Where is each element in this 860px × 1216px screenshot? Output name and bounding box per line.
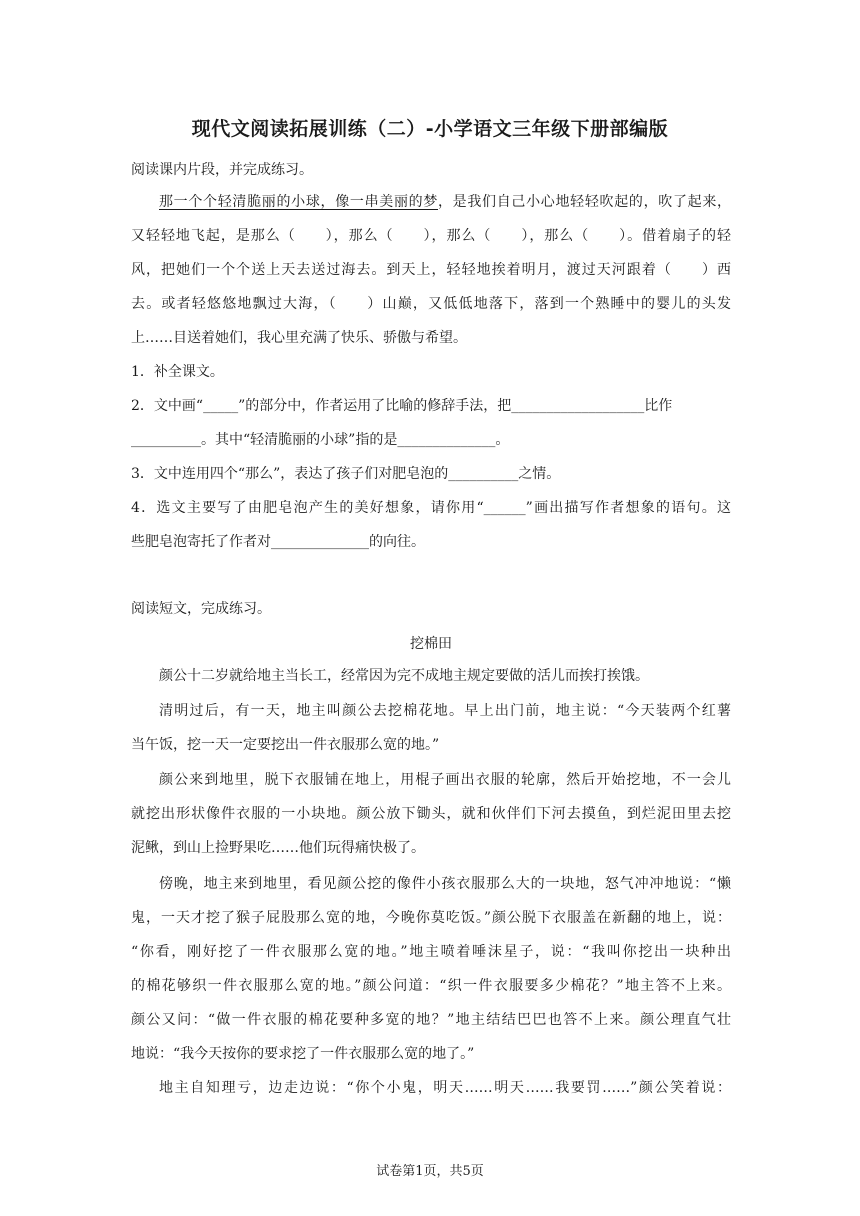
question-1: 1．补全课文。 <box>131 364 224 380</box>
page-footer: 试卷第1页，共5页 <box>376 1164 484 1179</box>
story-line: 鬼，一天才挖了猴子屁股那么宽的地，今晚你莫吃饭。”颜公脱下衣服盖在新翻的地上，说： <box>131 910 731 926</box>
story-line: 颜公来到地里，脱下衣服铺在地上，用棍子画出衣服的轮廓，然后开始挖地，不一会儿 <box>159 772 731 788</box>
underlined-phrase: 那一个个轻清脆丽的小球，像一串美丽的梦 <box>159 194 438 210</box>
passage-line-4: 去。或者轻悠悠地飘过大海，（ ）山巅，又低低地落下，落到一个熟睡中的婴儿的头发 <box>131 296 731 312</box>
question-4-line-2: 些肥皂泡寄托了作者对______________的向往。 <box>131 534 425 550</box>
story-line: 颜公又问：“做一件衣服的棉花要种多宽的地？”地主结结巴巴也答不上来。颜公理直气壮 <box>131 1012 731 1028</box>
passage-line-2: 又轻轻地飞起，是那么（ ），那么（ ），那么（ ），那么（ ）。借着扇子的轻 <box>131 228 731 244</box>
passage-line-5: 上……目送着她们，我心里充满了快乐、骄傲与希望。 <box>131 330 467 346</box>
section1-instruction: 阅读课内片段，并完成练习。 <box>131 162 313 178</box>
passage-line-3: 风，把她们一个个送上天去送过海去。到天上，轻轻地挨着明月，渡过天河跟着（ ）西 <box>131 262 731 278</box>
story-line: 地说：“我今天按你的要求挖了一件衣服那么宽的地了。” <box>131 1046 475 1062</box>
section2-instruction: 阅读短文，完成练习。 <box>131 601 271 617</box>
story-line: 傍晚，地主来到地里，看见颜公挖的像件小孩衣服那么大的一块地，怒气冲冲地说：“懒 <box>159 876 731 892</box>
story-line: “你看，刚好挖了一件衣服那么宽的地。”地主喷着唾沫星子，说：“我叫你挖出一块种出 <box>131 944 731 960</box>
story-line: 清明过后，有一天，地主叫颜公去挖棉花地。早上出门前，地主说：“今天装两个红薯 <box>159 703 731 719</box>
story-line: 的棉花够织一件衣服那么宽的地。”颜公问道：“织一件衣服要多少棉花？”地主答不上来。 <box>131 978 731 994</box>
story-title: 挖棉田 <box>410 636 452 652</box>
story-line: 泥鳅，到山上捡野果吃……他们玩得痛快极了。 <box>131 840 425 856</box>
story-line: 就挖出形状像件衣服的一小块地。颜公放下锄头，就和伙伴们下河去摸鱼，到烂泥田里去挖 <box>131 806 731 822</box>
question-2-line-1: 2．文中画“_____”的部分中，作者运用了比喻的修辞手法，把___________________比作 <box>131 398 673 414</box>
question-4-line-1: 4．选文主要写了由肥皂泡产生的美好想象，请你用“______”画出描写作者想象的语句。这 <box>131 500 731 516</box>
question-2-line-2: __________。其中“轻清脆丽的小球”指的是______________。 <box>131 432 510 448</box>
page-title: 现代文阅读拓展训练（二）-小学语文三年级下册部编版 <box>191 118 669 140</box>
story-line: 地主自知理亏，边走边说：“你个小鬼，明天……明天……我要罚……”颜公笑着说： <box>159 1080 731 1096</box>
story-line: 当午饭，挖一天一定要挖出一件衣服那么宽的地。” <box>131 737 440 753</box>
question-3: 3．文中连用四个“那么”，表达了孩子们对肥皂泡的__________之情。 <box>131 466 561 482</box>
passage-line-1: 那一个个轻清脆丽的小球，像一串美丽的梦，是我们自己小心地轻轻吹起的，吹了起来， <box>159 194 731 210</box>
story-line: 颜公十二岁就给地主当长工，经常因为完不成地主规定要做的活儿而挨打挨饿。 <box>159 668 649 684</box>
